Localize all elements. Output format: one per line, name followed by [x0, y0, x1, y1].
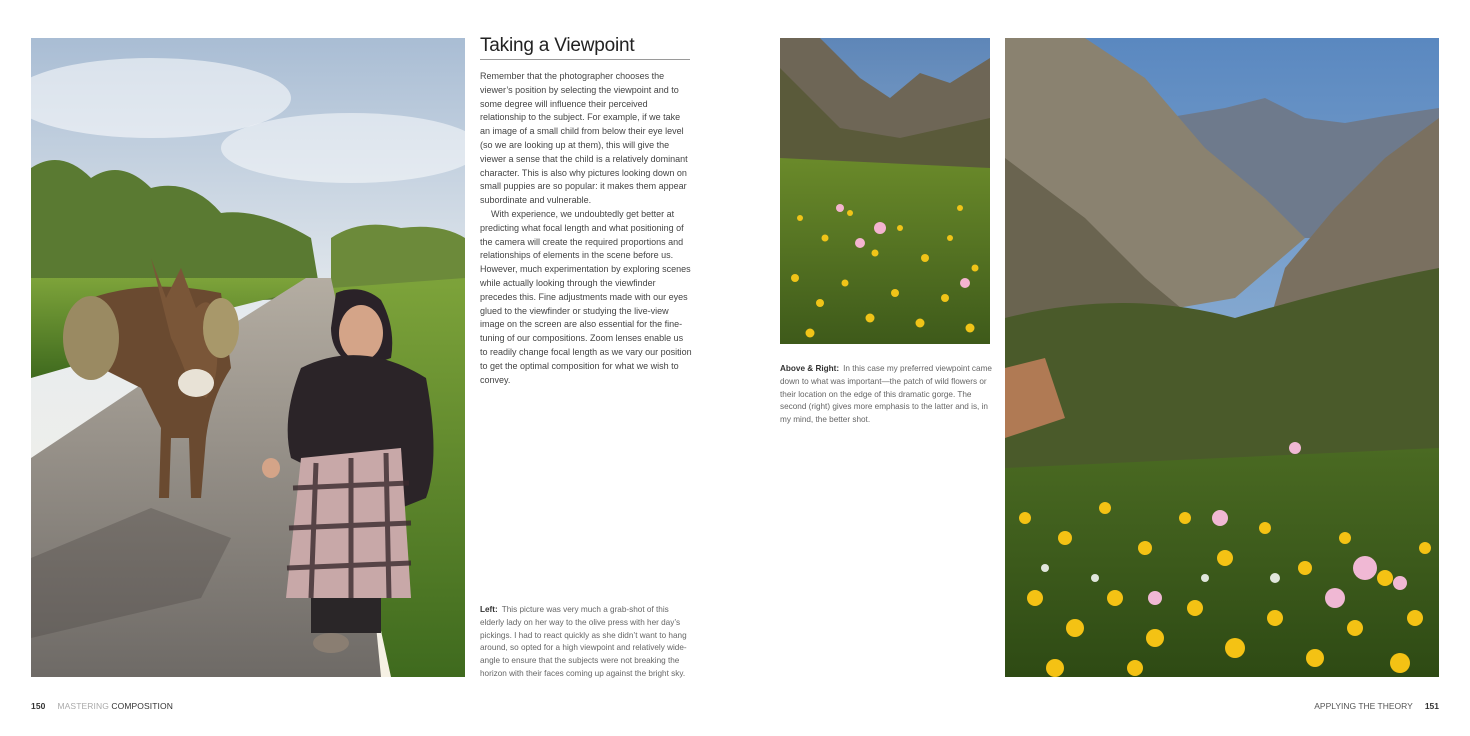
- body-paragraph-2: With experience, we undoubtedly get better at predicting what focal length and what positioning of the camera will create the required proportions and relationships of elements in the scene before us. However, much experimentation by exploring scenes while actually looking through the viewfinder precedes this. Fine adjustments made with our eyes glued to the viewfinder or studying the live-view image on the screen are also essential for the fine-tuning of our compositions. Zoom lenses enable us to readily change focal length as we vary our position to get the optimal composition for what we wish to convey.: [480, 208, 692, 385]
- caption-right: [780, 363, 992, 427]
- footer-section-right: APPLYING THE THEORY: [1314, 701, 1413, 711]
- caption-left: [480, 604, 692, 681]
- photo-wild-flowers: [780, 38, 990, 344]
- caption-right-label: Above & Right:: [780, 364, 840, 373]
- caption-right-text: In this case my preferred viewpoint came down to what was important—the patch of wild flowers or their location on the edge of this dramatic gorge. The second (right) gives more emphasis to the latter and is, in my mind, the better shot.: [780, 364, 992, 425]
- footer-left: [31, 701, 173, 711]
- page-number-left: 150: [31, 701, 46, 711]
- footer-section-light: MASTERING: [57, 701, 109, 711]
- footer-section-dark: COMPOSITION: [111, 701, 173, 711]
- caption-left-label: Left:: [480, 605, 498, 614]
- caption-left-text: This picture was very much a grab-shot of this elderly lady on her way to the olive press with her day’s pickings. I had to react quickly as she didn’t want to hang around, so opted for a high viewpoint and relatively wide-angle to ensure that the subjects were not breaking the horizon with their faces coming up against the bright sky.: [480, 605, 687, 678]
- photo-gorge-flowers: [1005, 38, 1439, 677]
- section-heading: Taking a Viewpoint: [480, 34, 690, 60]
- body-paragraph-1: Remember that the photographer chooses the viewer’s position by selecting the viewpoint and to some degree will influence their perceived relationship to the subject. For example, if we take an image of a small child from below their eye level (so we are looking up at them), this will give the viewer a sense that the child is a relatively dominant character. This is also why pictures looking down on small puppies are so popular: it makes them appear subordinate and vulnerable.: [480, 71, 688, 206]
- photo-lady-with-donkey: [31, 38, 465, 677]
- footer-right: [1314, 701, 1439, 711]
- body-text: [480, 70, 692, 387]
- page-number-right: 151: [1424, 701, 1439, 711]
